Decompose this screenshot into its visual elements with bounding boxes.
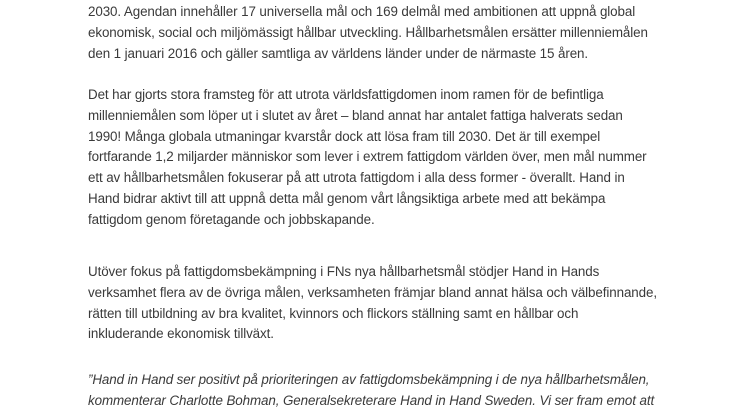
text-line: kommenterar Charlotte Bohman, Generalsekreterare Hand in Hand Sweden. Vi ser fram emot att (88, 392, 655, 408)
text-line: ”Hand in Hand ser positivt på prioriteringen av fattigdomsbekämpning i de nya hållbarhetsmålen, (88, 372, 650, 387)
text-line: rätten till utbildning av bra kvalitet, kvinnors och flickors ställning samt en hållbar och (88, 305, 579, 321)
text-line: millenniemålen som löper ut i slutet av året – bland annat har antalet fattiga halverats sedan (88, 107, 623, 123)
text-line: inkluderande ekonomisk tillväxt. (88, 326, 274, 342)
quote-paragraph (88, 370, 654, 412)
text-line: 2030. Agendan innehåller 17 universella mål och 169 delmål med ambitionen att uppnå global (88, 4, 636, 19)
text-line: Utöver fokus på fattigdomsbekämpning i FNs nya hållbarhetsmål stödjer Hand in Hands (88, 264, 600, 279)
text-line: fortfarande 1,2 miljarder människor som lever i extrem fattigdom världen över, men mål nummer (88, 149, 647, 165)
text-line: Hand bidrar aktivt till att uppnå detta mål genom vårt långsiktiga arbete med att bekämpa (88, 190, 606, 206)
text-line: ett av hållbarhetsmålen fokuserar på att utrota fattigdom i alla dess former - överallt. Hand in (88, 170, 625, 186)
paragraph-poverty-progress (88, 85, 647, 231)
text-line: 1990! Många globala utmaningar kvarstår dock att lösa fram till 2030. Det är till exempel (88, 128, 601, 144)
text-line: fattigdom genom företagande och jobbskapande. (88, 211, 375, 227)
text-line: den 1 januari 2016 och gäller samtliga av världens länder under de närmaste 15 åren. (88, 45, 589, 61)
text-line: ekonomisk, social och miljömässigt hållbar utveckling. Hållbarhetsmålen ersätter millenniemålen (88, 24, 648, 40)
text-line: verksamhet flera av de övriga målen, verksamheten främjar bland annat hälsa och välbefinnande, (88, 284, 657, 300)
paragraph-agenda-2030 (88, 2, 648, 64)
text-line: Det har gjorts stora framsteg för att utrota världsfattigdomen inom ramen för de befintliga (88, 87, 604, 102)
paragraph-other-goals (88, 262, 657, 345)
